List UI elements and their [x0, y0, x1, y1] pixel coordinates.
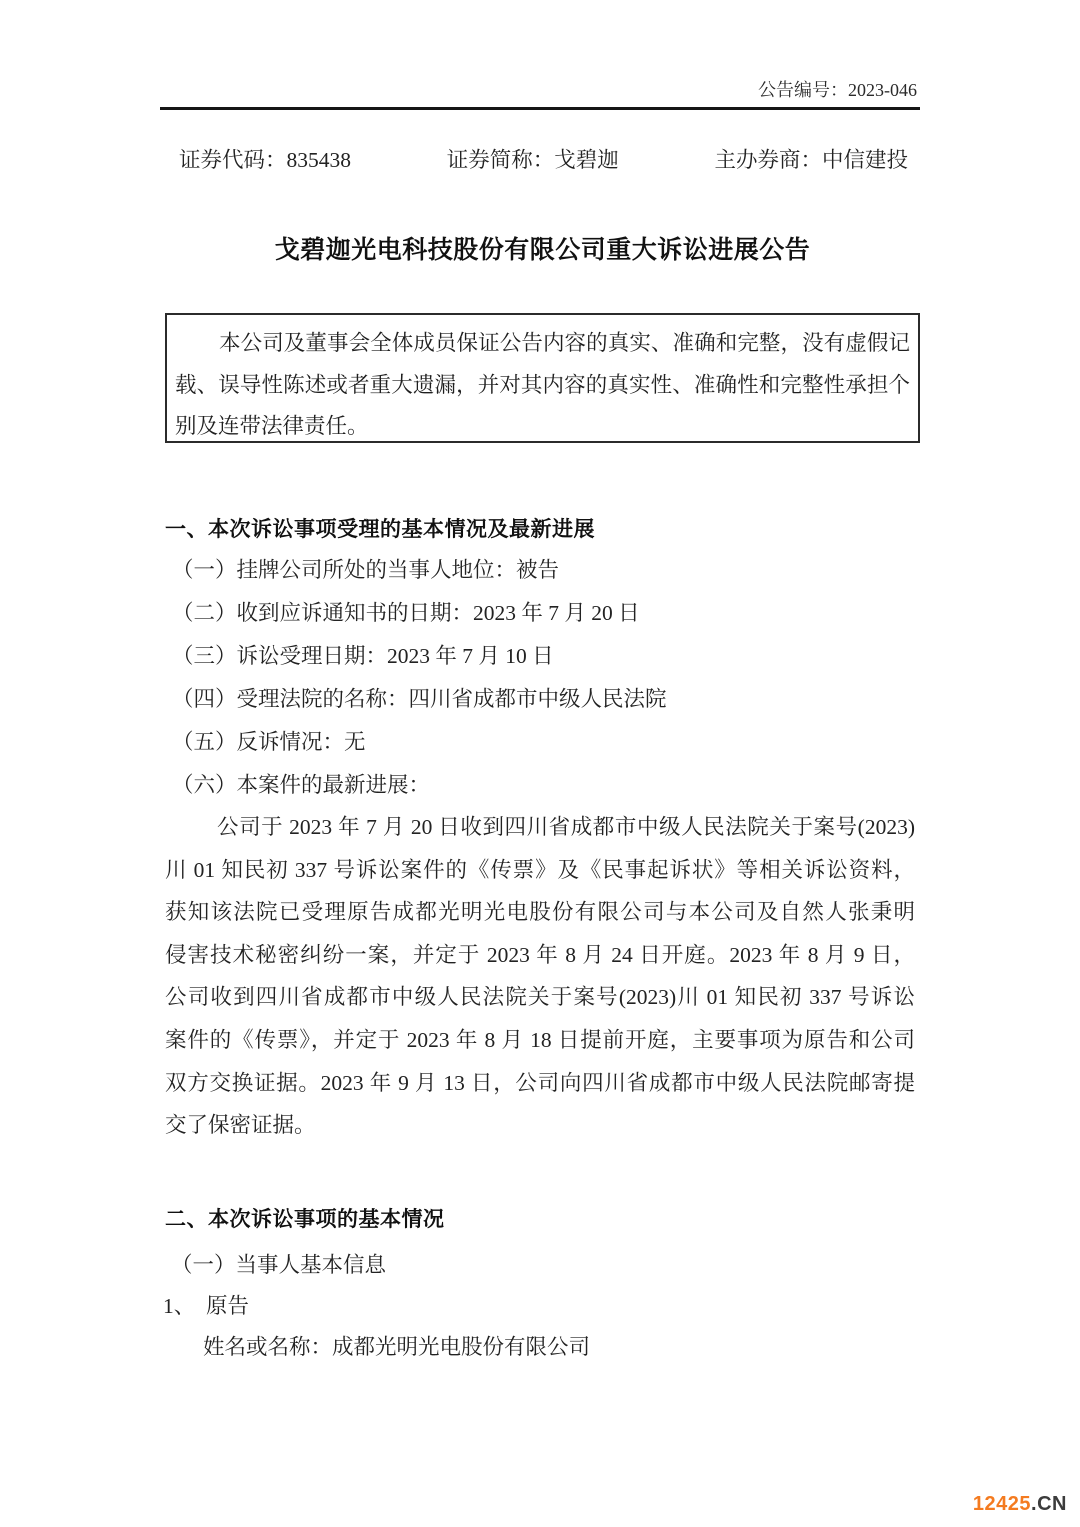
declaration-line: 本公司及董事会全体成员保证公告内容的真实、准确和完整，没有虚假记: [219, 331, 910, 355]
paragraph-line: 获知该法院已受理原告成都光明光电股份有限公司与本公司及自然人张秉明: [165, 900, 915, 925]
declaration-line: 载、误导性陈述或者重大遗漏，并对其内容的真实性、准确性和完整性承担个: [175, 372, 910, 397]
list-item: （一）挂牌公司所处的当事人地位：被告: [172, 558, 560, 582]
section1-item-list: [172, 549, 916, 807]
paragraph-line: 公司收到四川省成都市中级人民法院关于案号(2023)川 01 知民初 337 号诉讼: [165, 985, 915, 1010]
list-item: （三）诉讼受理日期：2023 年 7 月 10 日: [172, 644, 554, 668]
plaintiff-name: 姓名或名称：成都光明光电股份有限公司: [203, 1335, 591, 1359]
list-item: （五）反诉情况：无: [172, 730, 366, 754]
plaintiff-item-label: 1、 原告: [163, 1294, 250, 1318]
announcement-number: 公告编号：2023-046: [758, 80, 917, 100]
sponsor-broker: 主办券商：中信建投: [714, 148, 908, 172]
progress-paragraph: [165, 806, 915, 1147]
paragraph-line: 双方交换证据。2023 年 9 月 13 日，公司向四川省成都市中级人民法院邮寄提: [165, 1070, 915, 1095]
watermark-domain: .CN: [1031, 1493, 1067, 1515]
securities-short-name: 证券简称：戈碧迦: [446, 148, 619, 172]
header-rule: [160, 107, 920, 110]
list-item: （四）受理法院的名称：四川省成都市中级人民法院: [172, 687, 667, 711]
watermark-number: 12425: [972, 1493, 1032, 1515]
paragraph-line: 案件的《传票》，并定于 2023 年 8 月 18 日提前开庭，主要事项为原告和公司: [165, 1027, 915, 1052]
paragraph-line: 川 01 知民初 337 号诉讼案件的《传票》及《民事起诉状》等相关诉讼资料，: [165, 857, 915, 882]
securities-info-row: [179, 143, 908, 174]
declaration-box: [165, 313, 920, 443]
securities-code: 证券代码：835438: [179, 148, 352, 172]
declaration-line: 别及连带法律责任。: [175, 414, 369, 438]
list-item: （六）本案件的最新进展：: [172, 773, 431, 797]
list-item: （二）收到应诉通知书的日期：2023 年 7 月 20 日: [172, 601, 640, 625]
section1-heading: 一、本次诉讼事项受理的基本情况及最新进展: [165, 518, 595, 541]
site-watermark: [973, 1493, 1067, 1516]
paragraph-line: 公司于 2023 年 7 月 20 日收到四川省成都市中级人民法院关于案号(2023): [217, 815, 915, 839]
paragraph-line: 交了保密证据。: [165, 1113, 316, 1138]
paragraph-line: 侵害技术秘密纠纷一案，并定于 2023 年 8 月 24 日开庭。2023 年 8 月 9 日，: [165, 942, 915, 967]
section2-subheading: （一）当事人基本信息: [171, 1253, 387, 1277]
section2-heading: 二、本次诉讼事项的基本情况: [165, 1208, 445, 1231]
document-title: 戈碧迦光电科技股份有限公司重大诉讼进展公告: [274, 236, 811, 264]
